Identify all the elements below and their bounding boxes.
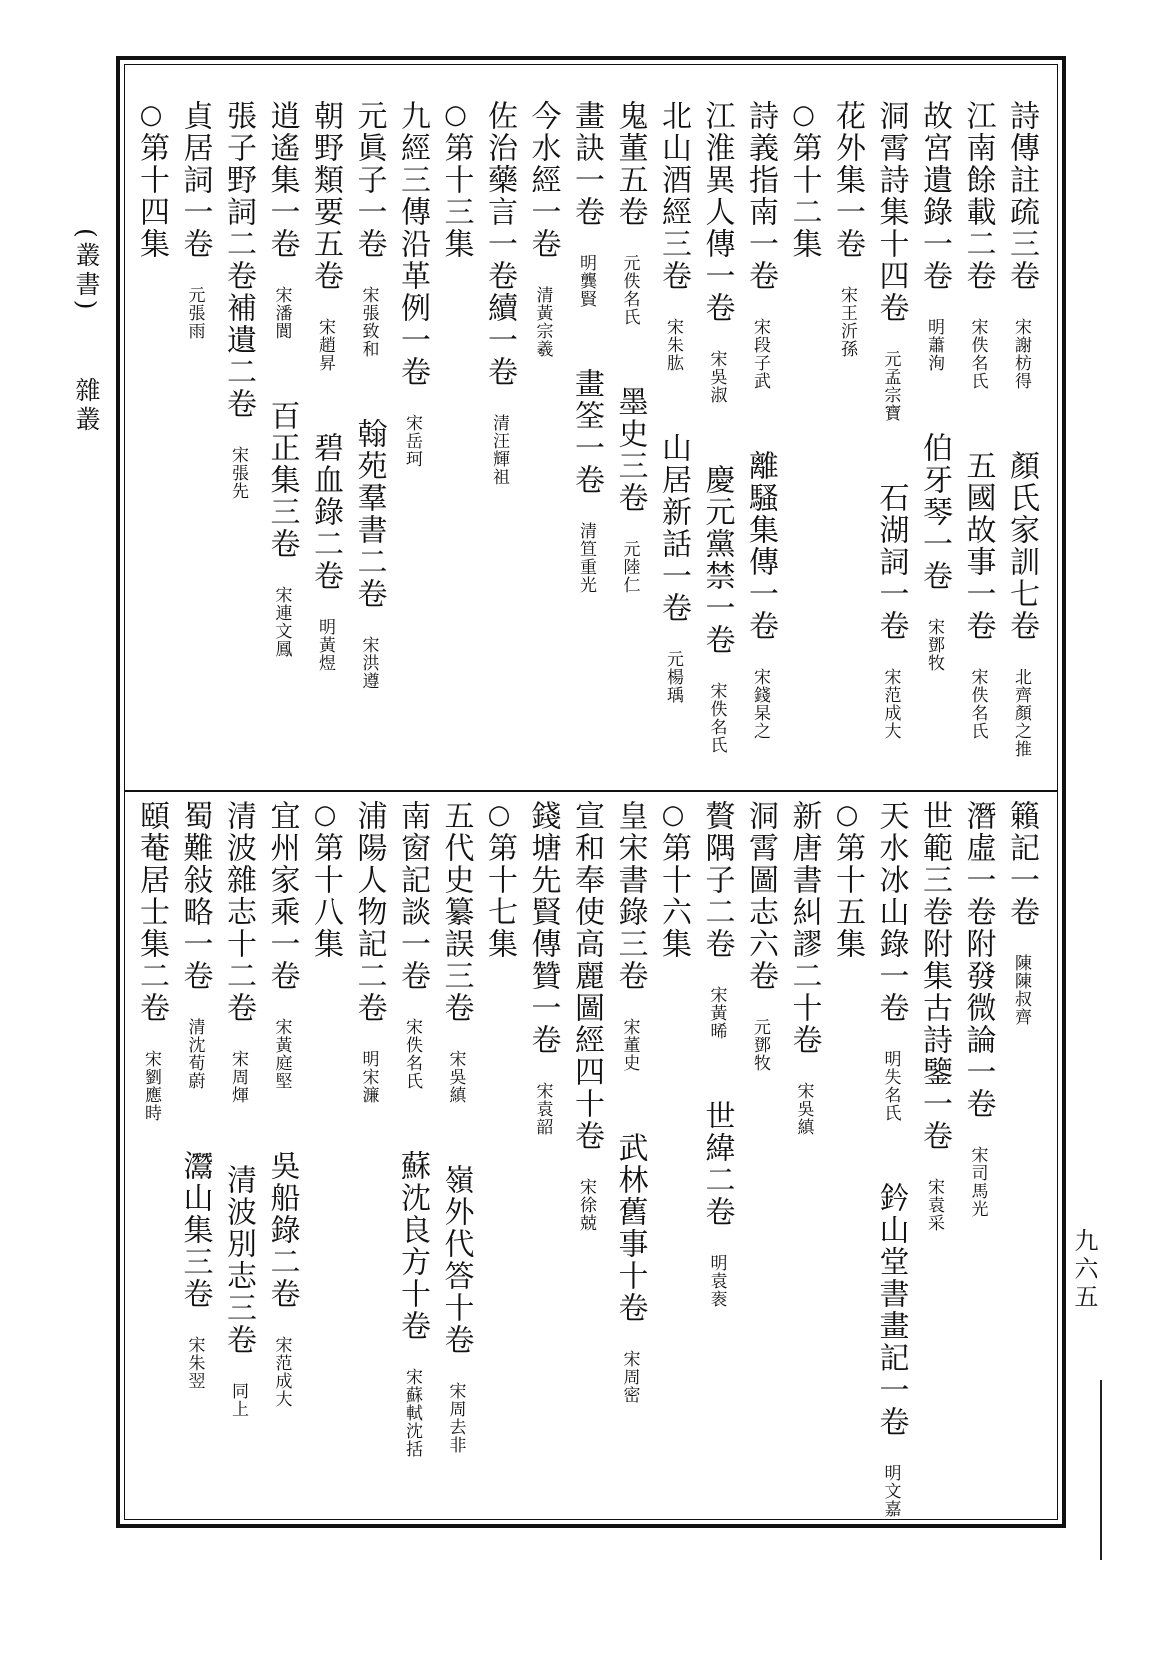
catalog-column: [520, 800, 566, 1516]
book-title: 宣和奉使高麗圖經四十卷: [569, 800, 604, 1152]
book-title: 江南餘載二卷: [960, 100, 996, 292]
catalog-column: [346, 100, 392, 788]
circle-marker-icon: ○: [658, 800, 688, 832]
book-title: 鬼董五卷: [612, 100, 648, 228]
catalog-column: [433, 800, 479, 1516]
catalog-column: [737, 100, 783, 788]
book-author: 宋張致和: [358, 286, 379, 358]
catalog-column: [824, 100, 870, 788]
catalog-column: [563, 100, 609, 788]
book-author: 宋謝枋得: [1011, 318, 1031, 390]
book-title: 清波雜志十二卷: [221, 800, 256, 1024]
book-author: 宋吳縝: [793, 1082, 814, 1136]
book-author: 宋王沂孫: [837, 286, 857, 358]
book-title: 朝野類要五卷: [308, 100, 343, 292]
book-author: 明文嘉: [880, 1464, 901, 1518]
book-author: 宋黃晞: [706, 986, 727, 1040]
catalog-column: [128, 800, 174, 1516]
book-title: 墨史三卷: [612, 386, 648, 514]
book-author: 同上: [228, 1382, 248, 1418]
book-title: 伯牙琴一卷: [917, 432, 952, 592]
book-title: 石湖詞一卷: [873, 482, 909, 642]
book-title: 贅隅子二卷: [699, 800, 735, 960]
book-title: 新唐書糾謬二十卷: [786, 800, 822, 1056]
book-title: 五代史纂誤三卷: [438, 800, 474, 1024]
catalog-column: [998, 100, 1044, 788]
collection-heading-label: 第十四集: [134, 132, 169, 260]
book-title: 洞霄詩集十四卷: [873, 100, 909, 324]
book-author: 清沈荀蔚: [184, 1018, 205, 1090]
book-title: 吳船錄二卷: [264, 1150, 300, 1310]
circle-marker-icon: ○: [788, 100, 819, 132]
collection-heading: [824, 800, 870, 1516]
book-title: 北山酒經三卷: [656, 100, 691, 292]
catalog-column: [911, 100, 957, 788]
catalog-column: [259, 100, 305, 788]
catalog-column: [563, 800, 609, 1516]
book-author: 明蕭洵: [924, 318, 944, 372]
book-author: 宋吳淑: [706, 350, 727, 404]
book-title: 逍遙集一卷: [264, 100, 300, 260]
book-title: 張子野詞二卷補遺二卷: [221, 100, 256, 420]
book-title: 江淮異人傳一卷: [699, 100, 735, 324]
book-author: 宋段子武: [750, 318, 770, 390]
catalog-column: [259, 800, 305, 1516]
book-author: 宋黃庭堅: [271, 1018, 292, 1090]
book-title: 花外集一卷: [830, 100, 865, 260]
collection-heading: [302, 800, 348, 1516]
circle-marker-icon: ○: [484, 800, 514, 832]
catalog-column: [476, 100, 522, 788]
catalog-column: [215, 100, 261, 788]
book-author: 宋佚名氏: [706, 682, 727, 754]
catalog-column: [737, 800, 783, 1516]
book-title: 貞居詞一卷: [177, 100, 213, 260]
collection-heading: [650, 800, 696, 1516]
book-title: 慶元黨禁一卷: [699, 464, 735, 656]
catalog-column: [650, 100, 696, 788]
book-author: 元佚名氏: [619, 254, 640, 326]
book-title: 翰苑羣書二卷: [351, 418, 387, 610]
book-author: 宋袁韶: [532, 1082, 553, 1136]
collection-heading: [476, 800, 522, 1516]
catalog-column: [911, 800, 957, 1516]
collection-heading: [433, 100, 479, 788]
catalog-column: [694, 800, 740, 1516]
book-author: 宋連文鳳: [271, 586, 292, 658]
book-author: 清汪輝祖: [489, 414, 509, 486]
book-title: 故宮遺錄一卷: [917, 100, 952, 292]
book-author: 元鄧牧: [750, 1018, 770, 1072]
book-author: 宋洪遵: [358, 636, 379, 690]
edge-rule: [1100, 1380, 1102, 1560]
book-author: 明黃煜: [315, 618, 335, 672]
catalog-column: [607, 100, 653, 788]
margin-category: 雜叢: [72, 377, 101, 436]
catalog-column: [389, 800, 435, 1516]
book-title: 清波別志三卷: [221, 1164, 256, 1356]
book-author: 宋吳縝: [445, 1050, 466, 1104]
book-title: 洞霄圖志六卷: [743, 800, 778, 992]
book-title: 離騷集傳一卷: [743, 450, 778, 642]
book-author: 宋鄧牧: [924, 618, 944, 672]
catalog-column: [215, 800, 261, 1516]
book-author: 宋佚名氏: [967, 318, 988, 390]
book-author: 明龔賢: [576, 254, 596, 308]
book-author: 宋周去非: [445, 1382, 466, 1454]
book-author: 明袁袠: [706, 1254, 727, 1308]
catalog-column: [172, 100, 218, 788]
book-title: 百正集三卷: [264, 400, 300, 560]
book-author: 明宋濂: [358, 1050, 379, 1104]
book-title: 南窗記談一卷: [395, 800, 430, 992]
collection-heading: [128, 100, 174, 788]
margin-series-title: (叢書): [72, 228, 101, 314]
book-title: 畫筌一卷: [569, 368, 604, 496]
book-author: 宋潘閬: [271, 286, 292, 340]
book-title: 頤菴居士集二卷: [134, 800, 169, 1024]
book-title: 元眞子一卷: [351, 100, 387, 260]
book-author: 宋朱翌: [184, 1336, 205, 1390]
catalog-column: [520, 100, 566, 788]
collection-heading: [781, 100, 827, 788]
circle-marker-icon: ○: [136, 100, 166, 132]
catalog-column: [302, 100, 348, 788]
book-title: 浦陽人物記二卷: [351, 800, 387, 1024]
book-author: 宋徐兢: [576, 1178, 596, 1232]
book-title: 鈐山堂書畫記一卷: [873, 1182, 909, 1438]
page-number: 九六五: [1070, 1228, 1098, 1312]
book-author: 元張雨: [184, 286, 205, 340]
book-title: 詩傳註疏三卷: [1004, 100, 1039, 292]
margin-title: [74, 228, 99, 435]
panel-divider: [124, 790, 1058, 792]
bottom-panel: [128, 800, 1054, 1516]
book-author: 宋袁采: [924, 1178, 944, 1232]
book-title: 皇宋書錄三卷: [612, 800, 648, 992]
catalog-column: [389, 100, 435, 788]
book-title: 灊山集三卷: [177, 1150, 213, 1310]
book-title: 詩義指南一卷: [743, 100, 778, 292]
top-panel: [128, 100, 1054, 788]
book-author: 元楊瑀: [663, 650, 683, 704]
book-author: 宋岳珂: [402, 414, 422, 468]
book-author: 宋范成大: [880, 668, 901, 740]
book-title: 嶺外代答十卷: [438, 1164, 474, 1356]
book-author: 宋董史: [619, 1018, 640, 1072]
book-author: 宋張先: [228, 446, 248, 500]
book-author: 宋范成大: [271, 1336, 292, 1408]
collection-heading-label: 第十二集: [786, 132, 822, 260]
book-author: 陳陳叔齊: [1011, 954, 1031, 1026]
book-title: 山居新話一卷: [656, 432, 691, 624]
collection-heading-label: 第十三集: [438, 132, 474, 260]
book-title: 錢塘先賢傳贊一卷: [525, 800, 561, 1056]
catalog-column: [955, 800, 1001, 1516]
book-title: 佐治藥言一卷續一卷: [482, 100, 517, 388]
book-title: 宜州家乘一卷: [264, 800, 300, 992]
book-author: 宋趙昇: [315, 318, 335, 372]
book-title: 蘇沈良方十卷: [395, 1150, 430, 1342]
book-author: 宋周密: [619, 1350, 640, 1404]
book-author: 清黃宗羲: [532, 286, 553, 358]
collection-heading-label: 第十八集: [308, 832, 343, 960]
book-author: 宋周煇: [228, 1050, 248, 1104]
collection-heading-label: 第十七集: [482, 832, 517, 960]
book-title: 九經三傳沿革例一卷: [395, 100, 430, 388]
book-author: 明失名氏: [880, 1050, 901, 1122]
book-title: 天水冰山錄一卷: [873, 800, 909, 1024]
book-author: 宋蘇軾沈括: [402, 1368, 422, 1458]
catalog-column: [998, 800, 1044, 1516]
circle-marker-icon: ○: [832, 800, 862, 832]
book-title: 武林舊事十卷: [612, 1132, 648, 1324]
book-title: 世緯二卷: [699, 1100, 735, 1228]
book-author: 宋佚名氏: [967, 668, 988, 740]
book-author: 北齊顏之推: [1011, 668, 1031, 758]
catalog-column: [694, 100, 740, 788]
book-author: 清笪重光: [576, 522, 596, 594]
book-title: 今水經一卷: [525, 100, 561, 260]
catalog-column: [955, 100, 1001, 788]
book-title: 世範三卷附集古詩鑒一卷: [917, 800, 952, 1152]
catalog-column: [346, 800, 392, 1516]
book-title: 潛虛一卷附發微論一卷: [960, 800, 996, 1120]
collection-heading-label: 第十六集: [656, 832, 691, 960]
book-title: 畫訣一卷: [569, 100, 604, 228]
catalog-column: [868, 800, 914, 1516]
book-title: 籟記一卷: [1004, 800, 1039, 928]
catalog-column: [781, 800, 827, 1516]
book-author: 元陸仁: [619, 540, 640, 594]
collection-heading-label: 第十五集: [830, 832, 865, 960]
book-title: 碧血錄二卷: [308, 432, 343, 592]
circle-marker-icon: ○: [440, 100, 471, 132]
book-author: 宋錢杲之: [750, 668, 770, 740]
book-author: 宋佚名氏: [402, 1018, 422, 1090]
book-title: 五國故事一卷: [960, 450, 996, 642]
book-title: 顏氏家訓七卷: [1004, 450, 1039, 642]
book-title: 蜀難敍略一卷: [177, 800, 213, 992]
catalog-column: [607, 800, 653, 1516]
book-author: 宋朱肱: [663, 318, 683, 372]
book-author: 元孟宗寶: [880, 350, 901, 422]
catalog-column: [868, 100, 914, 788]
circle-marker-icon: ○: [310, 800, 340, 832]
catalog-column: [172, 800, 218, 1516]
book-author: 宋劉應時: [141, 1050, 161, 1122]
book-author: 宋司馬光: [967, 1146, 988, 1218]
